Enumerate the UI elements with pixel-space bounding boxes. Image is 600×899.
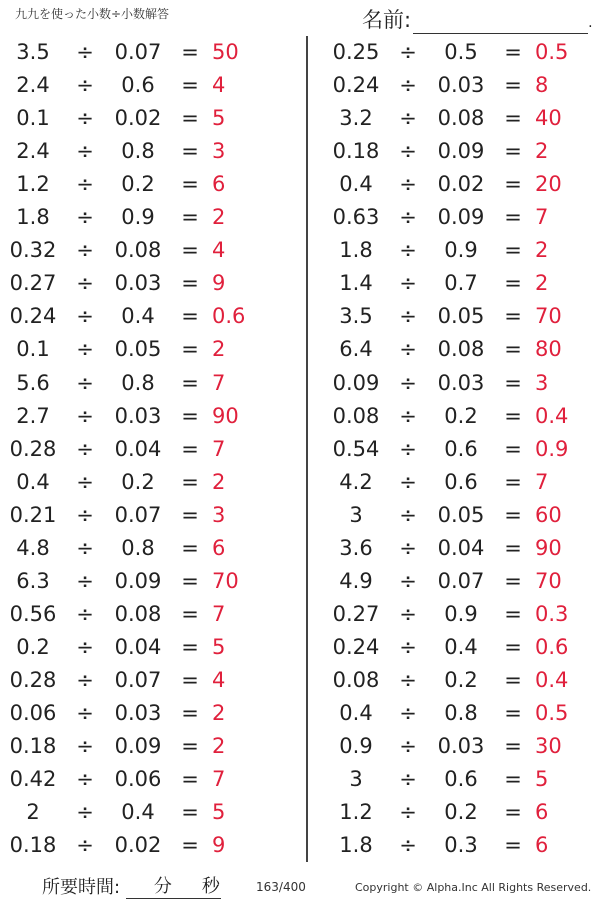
- problem-row: [0, 168, 600, 201]
- divisor: 0.09: [114, 568, 162, 593]
- answer: 7: [212, 767, 226, 792]
- divisor: 0.07: [114, 40, 162, 64]
- dividend: 0.24: [332, 73, 380, 98]
- dividend: 0.18: [332, 139, 380, 164]
- dividend: 0.4: [339, 701, 373, 725]
- equals-sign: =: [504, 304, 522, 329]
- divisor: 0.5: [444, 40, 478, 64]
- divisor: 0.07: [114, 667, 162, 692]
- answer: 7: [212, 601, 226, 626]
- dividend: 3.2: [339, 106, 373, 131]
- answer: 5: [212, 106, 226, 131]
- dividend: 0.2: [16, 634, 50, 659]
- divide-sign: ÷: [399, 271, 417, 296]
- equals-sign: =: [504, 73, 522, 98]
- divisor: 0.09: [114, 734, 162, 759]
- dividend: 0.63: [332, 205, 380, 230]
- problem-row: [0, 697, 600, 730]
- answer: 5: [535, 767, 549, 792]
- equals-sign: =: [181, 403, 199, 428]
- answer: 70: [212, 568, 239, 593]
- minutes-label: 分: [153, 876, 172, 897]
- problem-row: [0, 829, 600, 862]
- dividend: 2.7: [16, 403, 50, 428]
- divisor: 0.2: [121, 172, 155, 197]
- divisor: 0.7: [444, 271, 478, 296]
- answer: 5: [212, 800, 226, 825]
- dividend: 0.08: [332, 667, 380, 692]
- divisor: 0.9: [121, 205, 155, 230]
- answer: 3: [212, 139, 226, 164]
- divisor: 0.03: [437, 370, 485, 395]
- equals-sign: =: [181, 833, 199, 858]
- problem-row: [0, 102, 600, 135]
- equals-sign: =: [504, 800, 522, 825]
- worksheet-title: 九九を使った小数÷小数解答: [15, 7, 170, 21]
- dividend: 0.06: [9, 701, 57, 725]
- divide-sign: ÷: [76, 667, 94, 692]
- equals-sign: =: [504, 436, 522, 461]
- answer: 70: [535, 304, 562, 329]
- equals-sign: =: [181, 73, 199, 98]
- problem-row: [0, 763, 600, 796]
- problem-row: [0, 135, 600, 168]
- equals-sign: =: [504, 535, 522, 560]
- equals-sign: =: [504, 502, 522, 527]
- problem-row: [0, 433, 600, 466]
- divide-sign: ÷: [399, 833, 417, 858]
- problem-row: [0, 69, 600, 102]
- problem-row: [0, 333, 600, 366]
- dividend: 0.21: [9, 502, 57, 527]
- divide-sign: ÷: [76, 403, 94, 428]
- divide-sign: ÷: [76, 106, 94, 131]
- divide-sign: ÷: [399, 502, 417, 527]
- equals-sign: =: [504, 205, 522, 230]
- divide-sign: ÷: [76, 634, 94, 659]
- divisor: 0.4: [121, 800, 155, 825]
- divide-sign: ÷: [76, 800, 94, 825]
- equals-sign: =: [181, 469, 199, 494]
- divisor: 0.2: [444, 667, 478, 692]
- problem-row: [0, 300, 600, 333]
- divide-sign: ÷: [76, 535, 94, 560]
- dividend: 3: [349, 767, 363, 792]
- divisor: 0.3: [444, 833, 478, 858]
- equals-sign: =: [504, 271, 522, 296]
- divisor: 0.02: [114, 833, 162, 858]
- divide-sign: ÷: [399, 535, 417, 560]
- equals-sign: =: [181, 701, 199, 725]
- equals-sign: =: [181, 767, 199, 792]
- dividend: 2.4: [16, 139, 50, 164]
- dividend: 4.8: [16, 535, 50, 560]
- divide-sign: ÷: [76, 337, 94, 362]
- divide-sign: ÷: [76, 271, 94, 296]
- divisor: 0.02: [437, 172, 485, 197]
- divide-sign: ÷: [76, 304, 94, 329]
- equals-sign: =: [504, 469, 522, 494]
- answer: 50: [212, 40, 239, 64]
- dividend: 1.2: [16, 172, 50, 197]
- problem-row: [0, 796, 600, 829]
- divide-sign: ÷: [76, 40, 94, 64]
- divisor: 0.2: [444, 800, 478, 825]
- dividend: 1.8: [339, 833, 373, 858]
- equals-sign: =: [181, 436, 199, 461]
- dividend: 0.9: [339, 734, 373, 759]
- divisor: 0.6: [444, 436, 478, 461]
- divisor: 0.8: [444, 701, 478, 725]
- answer: 60: [535, 502, 562, 527]
- dividend: 0.4: [16, 469, 50, 494]
- divide-sign: ÷: [76, 205, 94, 230]
- divisor: 0.08: [114, 238, 162, 263]
- divisor: 0.9: [444, 238, 478, 263]
- dividend: 1.8: [339, 238, 373, 263]
- answer: 2: [535, 271, 549, 296]
- equals-sign: =: [504, 370, 522, 395]
- dividend: 3.5: [339, 304, 373, 329]
- answer: 6: [535, 800, 549, 825]
- divide-sign: ÷: [399, 436, 417, 461]
- divide-sign: ÷: [76, 502, 94, 527]
- equals-sign: =: [504, 767, 522, 792]
- equals-sign: =: [181, 370, 199, 395]
- equals-sign: =: [181, 800, 199, 825]
- problem-row: [0, 201, 600, 234]
- equals-sign: =: [504, 139, 522, 164]
- dividend: 0.18: [9, 833, 57, 858]
- answer: 90: [212, 403, 239, 428]
- divide-sign: ÷: [399, 106, 417, 131]
- divisor: 0.08: [114, 601, 162, 626]
- divide-sign: ÷: [399, 139, 417, 164]
- divisor: 0.09: [437, 205, 485, 230]
- divisor: 0.6: [444, 767, 478, 792]
- equals-sign: =: [181, 40, 199, 64]
- problem-row: [0, 466, 600, 499]
- divide-sign: ÷: [399, 667, 417, 692]
- divisor: 0.05: [114, 337, 162, 362]
- equals-sign: =: [181, 106, 199, 131]
- answer: 20: [535, 172, 562, 197]
- equals-sign: =: [181, 139, 199, 164]
- divisor: 0.02: [114, 106, 162, 131]
- problem-row: [0, 532, 600, 565]
- answer: 2: [212, 469, 226, 494]
- answer: 3: [212, 502, 226, 527]
- answer: 9: [212, 271, 226, 296]
- dividend: 0.4: [339, 172, 373, 197]
- problem-row: [0, 631, 600, 664]
- divisor: 0.03: [437, 734, 485, 759]
- problem-row: [0, 499, 600, 532]
- divisor: 0.04: [114, 436, 162, 461]
- answer: 9: [212, 833, 226, 858]
- equals-sign: =: [181, 634, 199, 659]
- divisor: 0.2: [444, 403, 478, 428]
- dividend: 4.2: [339, 469, 373, 494]
- answer: 2: [212, 337, 226, 362]
- equals-sign: =: [181, 238, 199, 263]
- dividend: 1.8: [16, 205, 50, 230]
- divide-sign: ÷: [399, 370, 417, 395]
- divisor: 0.2: [121, 469, 155, 494]
- equals-sign: =: [181, 205, 199, 230]
- dividend: 3.5: [16, 40, 50, 64]
- divide-sign: ÷: [399, 701, 417, 725]
- answer: 0.3: [535, 601, 569, 626]
- dividend: 0.24: [9, 304, 57, 329]
- equals-sign: =: [181, 535, 199, 560]
- problem-row: [0, 598, 600, 631]
- equals-sign: =: [181, 271, 199, 296]
- equals-sign: =: [504, 601, 522, 626]
- equals-sign: =: [504, 337, 522, 362]
- dividend: 6.3: [16, 568, 50, 593]
- dividend: 0.09: [332, 370, 380, 395]
- answer: 7: [212, 370, 226, 395]
- equals-sign: =: [504, 403, 522, 428]
- divide-sign: ÷: [399, 205, 417, 230]
- answer: 40: [535, 106, 562, 131]
- answer: 0.5: [535, 40, 569, 64]
- problem-row: [0, 36, 600, 69]
- name-label: 名前:: [362, 8, 412, 32]
- answer: 0.9: [535, 436, 569, 461]
- name-field: [362, 4, 593, 34]
- dividend: 5.6: [16, 370, 50, 395]
- dividend: 0.1: [16, 337, 50, 362]
- name-blank-line: [413, 15, 588, 34]
- divide-sign: ÷: [399, 767, 417, 792]
- divisor: 0.03: [114, 701, 162, 725]
- dividend: 0.24: [332, 634, 380, 659]
- equals-sign: =: [181, 304, 199, 329]
- answer: 4: [212, 238, 226, 263]
- divide-sign: ÷: [76, 238, 94, 263]
- divide-sign: ÷: [76, 701, 94, 725]
- divisor: 0.06: [114, 767, 162, 792]
- answer: 3: [535, 370, 549, 395]
- divide-sign: ÷: [399, 238, 417, 263]
- equals-sign: =: [504, 568, 522, 593]
- equals-sign: =: [181, 667, 199, 692]
- problem-row: [0, 234, 600, 267]
- page-number: 163/400: [256, 880, 306, 894]
- divisor: 0.04: [114, 634, 162, 659]
- dividend: 0.18: [9, 734, 57, 759]
- dividend: 1.4: [339, 271, 373, 296]
- equals-sign: =: [504, 701, 522, 725]
- equals-sign: =: [181, 172, 199, 197]
- answer: 4: [212, 73, 226, 98]
- equals-sign: =: [504, 40, 522, 64]
- answer: 6: [212, 172, 226, 197]
- divisor: 0.8: [121, 139, 155, 164]
- dividend: 3.6: [339, 535, 373, 560]
- answer: 7: [212, 436, 226, 461]
- divisor: 0.05: [437, 304, 485, 329]
- divisor: 0.04: [437, 535, 485, 560]
- equals-sign: =: [504, 833, 522, 858]
- divide-sign: ÷: [76, 370, 94, 395]
- answer: 7: [535, 469, 549, 494]
- answer: 2: [535, 238, 549, 263]
- answer: 0.4: [535, 667, 569, 692]
- divide-sign: ÷: [399, 403, 417, 428]
- divide-sign: ÷: [399, 800, 417, 825]
- divisor: 0.07: [437, 568, 485, 593]
- dividend: 2: [26, 800, 40, 825]
- answer: 0.4: [535, 403, 569, 428]
- dividend: 0.56: [9, 601, 57, 626]
- answer: 90: [535, 535, 562, 560]
- dividend: 0.28: [9, 436, 57, 461]
- divide-sign: ÷: [76, 767, 94, 792]
- problem-row: [0, 267, 600, 300]
- dividend: 6.4: [339, 337, 373, 362]
- divisor: 0.07: [114, 502, 162, 527]
- answer: 0.5: [535, 701, 569, 725]
- divide-sign: ÷: [399, 40, 417, 64]
- dividend: 4.9: [339, 568, 373, 593]
- dividend: 0.28: [9, 667, 57, 692]
- divisor: 0.8: [121, 535, 155, 560]
- answer: 8: [535, 73, 549, 98]
- divide-sign: ÷: [76, 436, 94, 461]
- time-blank: [126, 878, 221, 899]
- equals-sign: =: [181, 601, 199, 626]
- divisor: 0.4: [121, 304, 155, 329]
- copyright-notice: Copyright © Alpha.Inc All Rights Reserved.: [355, 881, 592, 894]
- divide-sign: ÷: [76, 469, 94, 494]
- dividend: 0.27: [9, 271, 57, 296]
- answer: 6: [212, 535, 226, 560]
- dividend: 0.42: [9, 767, 57, 792]
- answer: 2: [535, 139, 549, 164]
- problem-row: [0, 400, 600, 433]
- answer: 30: [535, 734, 562, 759]
- divide-sign: ÷: [76, 73, 94, 98]
- problem-row: [0, 730, 600, 763]
- dividend: 1.2: [339, 800, 373, 825]
- divisor: 0.9: [444, 601, 478, 626]
- answer: 7: [535, 205, 549, 230]
- divide-sign: ÷: [399, 73, 417, 98]
- equals-sign: =: [181, 734, 199, 759]
- equals-sign: =: [181, 502, 199, 527]
- divide-sign: ÷: [399, 469, 417, 494]
- divisor: 0.6: [121, 73, 155, 98]
- divisor: 0.05: [437, 502, 485, 527]
- time-taken: [42, 873, 221, 899]
- divide-sign: ÷: [76, 734, 94, 759]
- divide-sign: ÷: [76, 139, 94, 164]
- answer: 6: [535, 833, 549, 858]
- equals-sign: =: [504, 734, 522, 759]
- divide-sign: ÷: [399, 304, 417, 329]
- dividend: 0.54: [332, 436, 380, 461]
- divisor: 0.03: [114, 403, 162, 428]
- dividend: 0.08: [332, 403, 380, 428]
- divide-sign: ÷: [76, 601, 94, 626]
- name-end-dot: .: [588, 15, 593, 31]
- problem-row: [0, 664, 600, 697]
- divide-sign: ÷: [76, 833, 94, 858]
- equals-sign: =: [504, 634, 522, 659]
- seconds-label: 秒: [201, 876, 220, 897]
- answer: 2: [212, 205, 226, 230]
- answer: 0.6: [212, 304, 246, 329]
- answer: 4: [212, 667, 226, 692]
- divide-sign: ÷: [76, 568, 94, 593]
- divisor: 0.4: [444, 634, 478, 659]
- dividend: 0.27: [332, 601, 380, 626]
- divisor: 0.08: [437, 106, 485, 131]
- divide-sign: ÷: [399, 634, 417, 659]
- dividend: 0.25: [332, 40, 380, 64]
- divide-sign: ÷: [399, 337, 417, 362]
- divisor: 0.8: [121, 370, 155, 395]
- equals-sign: =: [504, 172, 522, 197]
- divisor: 0.6: [444, 469, 478, 494]
- answer: 5: [212, 634, 226, 659]
- equals-sign: =: [504, 238, 522, 263]
- divisor: 0.08: [437, 337, 485, 362]
- divide-sign: ÷: [399, 734, 417, 759]
- divide-sign: ÷: [399, 601, 417, 626]
- dividend: 0.1: [16, 106, 50, 131]
- equals-sign: =: [504, 667, 522, 692]
- divisor: 0.09: [437, 139, 485, 164]
- time-label: 所要時間:: [42, 877, 121, 898]
- divisor: 0.03: [114, 271, 162, 296]
- dividend: 0.32: [9, 238, 57, 263]
- problem-row: [0, 367, 600, 400]
- answer: 2: [212, 701, 226, 725]
- answer: 80: [535, 337, 562, 362]
- divide-sign: ÷: [399, 172, 417, 197]
- answer: 0.6: [535, 634, 569, 659]
- answer: 2: [212, 734, 226, 759]
- problem-row: [0, 565, 600, 598]
- equals-sign: =: [504, 106, 522, 131]
- divide-sign: ÷: [399, 568, 417, 593]
- equals-sign: =: [181, 568, 199, 593]
- dividend: 3: [349, 502, 363, 527]
- divisor: 0.03: [437, 73, 485, 98]
- divide-sign: ÷: [76, 172, 94, 197]
- dividend: 2.4: [16, 73, 50, 98]
- answer: 70: [535, 568, 562, 593]
- equals-sign: =: [181, 337, 199, 362]
